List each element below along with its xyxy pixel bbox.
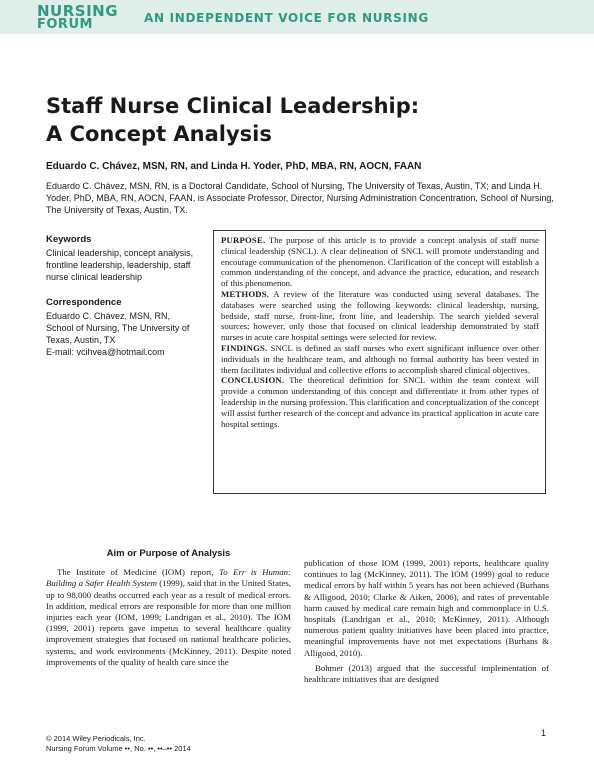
purpose-label: PURPOSE. xyxy=(221,235,266,245)
abstract-box xyxy=(213,230,546,494)
body-paragraph: publication of those IOM (1999, 2001) reports, healthcare quality continues to lag (McKinney, 2011). The IOM (1999) goal to reduce medical errors by half within 5 years has not been achieved (Burhans & Alligood, 2010; Clarke & Aiken, 2006), and rates of preventable harm caused by medical care remain high and commonplace in U.S. hospitals (Landrigan et al., 2010; McKinney, 2011). Although numerous patient quality initiatives have been placed into practice, meaningful improvements have not met expectations (Burhans & Alligood, 2010). xyxy=(304,558,549,658)
page-footer xyxy=(46,734,191,754)
methods-text: A review of the literature was conducted using several databases. The databases were searched using the following keywords: clinical leadership, nursing, bedside, staff nurse, front-line, front line, and leadership. The search yielded several sources; however, only those that focused on clinical leadership demonstrated by staff nurses in acute care hospital settings were selected for review. xyxy=(221,288,539,343)
copyright-line: © 2014 Wiley Periodicals, Inc. xyxy=(46,734,146,743)
keywords-heading: Keywords xyxy=(46,234,92,245)
journal-logo xyxy=(37,4,118,32)
body-column-right xyxy=(304,558,549,685)
title-line-2: A Concept Analysis xyxy=(46,122,272,146)
purpose-text: The purpose of this article is to provide a concept analysis of staff nurse clinical leadership (SNCL). A clear delineation of SNCL will promote understanding and encourage communication of the phenomenon. Clarification of the concept will establish a common understanding of the concept, and advance the practice, education, and research of this phenomenon. xyxy=(221,235,539,289)
report-title-italic: To Err is Human: Building a Safer Health System xyxy=(46,567,291,589)
author-affiliations: Eduardo C. Chávez, MSN, RN, is a Doctoral Candidate, School of Nursing, The University of Texas, Austin, TX; and Linda H. Yoder, PhD, MBA, RN, AOCN, FAAN, is Associate Professor, Director, Nursing Administration Concentration, School of Nursing, The University of Texas, Austin, TX. xyxy=(46,181,554,215)
logo-line-nursing: NURSING xyxy=(37,2,119,20)
logo-line-forum: FORUM xyxy=(37,17,93,32)
body-paragraph xyxy=(46,567,291,668)
keywords-block xyxy=(46,234,206,283)
author-list: Eduardo C. Chávez, MSN, RN, and Linda H. Yoder, PhD, MBA, RN, AOCN, FAAN xyxy=(46,161,422,172)
correspondence-email[interactable]: E-mail: vcihvea@hotmail.com xyxy=(46,347,165,357)
correspondence-address: School of Nursing, The University of Texas, Austin, TX xyxy=(46,323,190,345)
correspondence-block xyxy=(46,297,206,358)
section-heading: Aim or Purpose of Analysis xyxy=(106,548,231,559)
abstract-findings xyxy=(221,343,539,375)
findings-label: FINDINGS. xyxy=(221,342,268,353)
article-sidebar xyxy=(46,234,206,372)
keywords-text: Clinical leadership, concept analysis, frontline leadership, leadership, staff nurse clinical leadership xyxy=(46,248,194,282)
page-number: 1 xyxy=(541,728,547,738)
abstract-conclusion xyxy=(221,375,539,429)
article-title xyxy=(46,92,466,148)
body-paragraph: Bohmer (2013) argued that the successful implementation of healthcare initiatives that are designed xyxy=(304,662,549,685)
conclusion-text: The theoretical definition for SNCL within the team context will provide a common understanding of this concept and differentiate it from other types of leadership in the nursing profession. This clarification and conceptualization of the concept will assist further research of the concept and advance its practical application in acute care hospital settings. xyxy=(221,375,539,429)
abstract-methods xyxy=(221,289,539,343)
body-text: The Institute of Medicine (IOM) report, xyxy=(57,567,220,578)
body-text: (1999), said that in the United States, up to 98,000 deaths occurred each year as a result of medical errors. In addition, medical errors are responsible for more than one million injuries each year (IOM, 1999; Landrigan et al., 2010). The IOM (1999, 2001) reports gave impetus to several healthcare quality improvement strategies that focused on national healthcare policies, systems, and work environments (McKinney, 2011). Despite noted improvements of the quality of health care since the xyxy=(46,578,291,667)
abstract-purpose xyxy=(221,235,539,289)
journal-tagline: AN INDEPENDENT VOICE FOR NURSING xyxy=(144,11,429,25)
title-line-1: Staff Nurse Clinical Leadership: xyxy=(46,94,420,118)
journal-citation-line: Nursing Forum Volume ••, No. ••, ••–•• 2014 xyxy=(46,744,191,753)
correspondence-name: Eduardo C. Chávez, MSN, RN, xyxy=(46,311,171,321)
methods-label: METHODS. xyxy=(221,288,270,299)
findings-text: SNCL is defined as staff nurses who exert significant influence over other individuals in the healthcare team, and although no formal authority has been vested in them facilitates individual and collective efforts to accomplish shared clinical objectives. xyxy=(221,342,539,375)
conclusion-label: CONCLUSION. xyxy=(221,375,285,386)
body-column-left xyxy=(46,548,291,668)
correspondence-heading: Correspondence xyxy=(46,297,122,308)
